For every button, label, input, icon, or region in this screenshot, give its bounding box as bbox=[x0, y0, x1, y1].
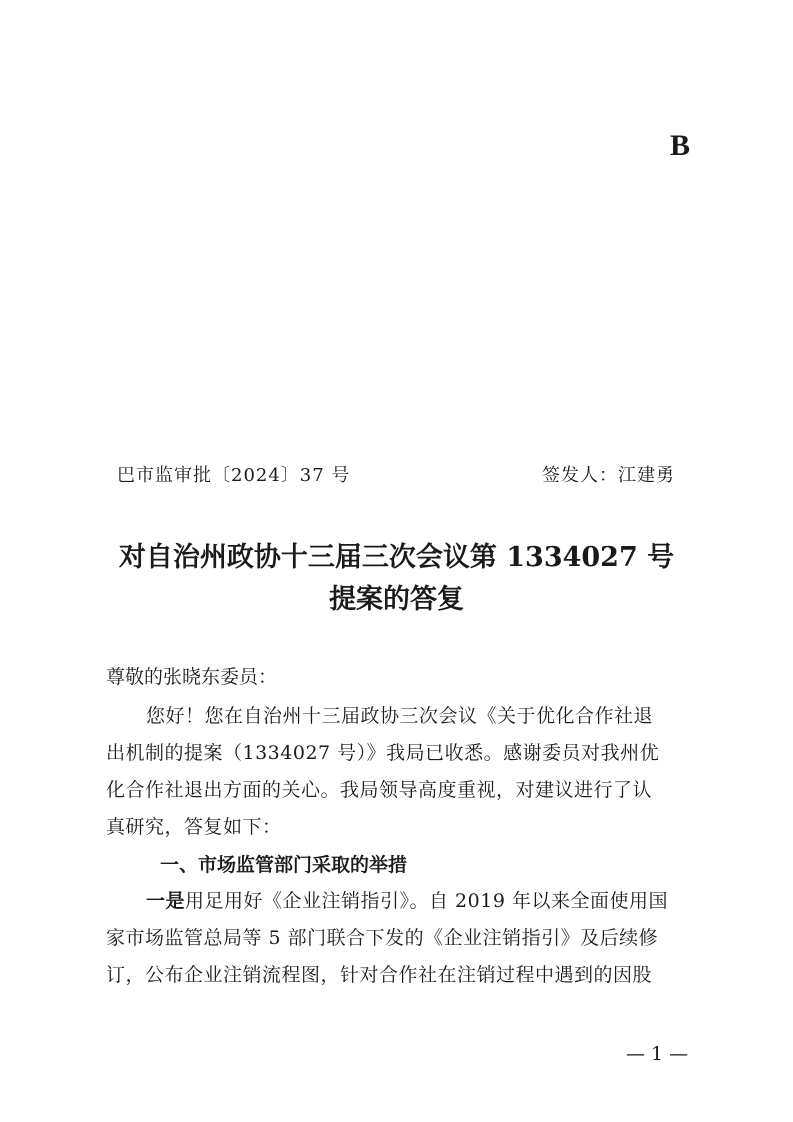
salutation: 尊敬的张晓东委员： bbox=[106, 666, 278, 688]
section-heading: 一、市场监管部门采取的举措 bbox=[160, 854, 408, 876]
paragraph-lead: 一是 bbox=[146, 890, 186, 912]
paragraph-line: 订，公布企业注销流程图，针对合作社在注销过程中遇到的因股 bbox=[106, 964, 653, 986]
page-number: — 1 — bbox=[626, 1043, 689, 1065]
paragraph-line: 出机制的提案（1334027 号）》我局已收悉。感谢委员对我州优 bbox=[106, 742, 660, 764]
paragraph-line bbox=[146, 886, 668, 916]
paragraph-line: 家市场监管总局等 5 部门联合下发的《企业注销指引》及后续修 bbox=[106, 927, 659, 949]
document-number: 巴市监审批〔2024〕37 号 bbox=[117, 465, 351, 486]
paragraph-line: 化合作社退出方面的关心。我局领导高度重视，对建议进行了认 bbox=[106, 779, 653, 801]
paragraph-line: 真研究，答复如下： bbox=[106, 816, 282, 838]
document-grade-mark: B bbox=[670, 129, 691, 162]
document-title-line-1: 对自治州政协十三届三次会议第 1334027 号 bbox=[118, 542, 675, 573]
document-title-line-2: 提案的答复 bbox=[329, 584, 464, 615]
paragraph-line: 您好！您在自治州十三届政协三次会议《关于优化合作社退 bbox=[146, 705, 654, 727]
document-signer: 签发人：江建勇 bbox=[542, 465, 675, 486]
paragraph-line-text: 用足用好《企业注销指引》。自 2019 年以来全面使用国 bbox=[185, 890, 668, 912]
